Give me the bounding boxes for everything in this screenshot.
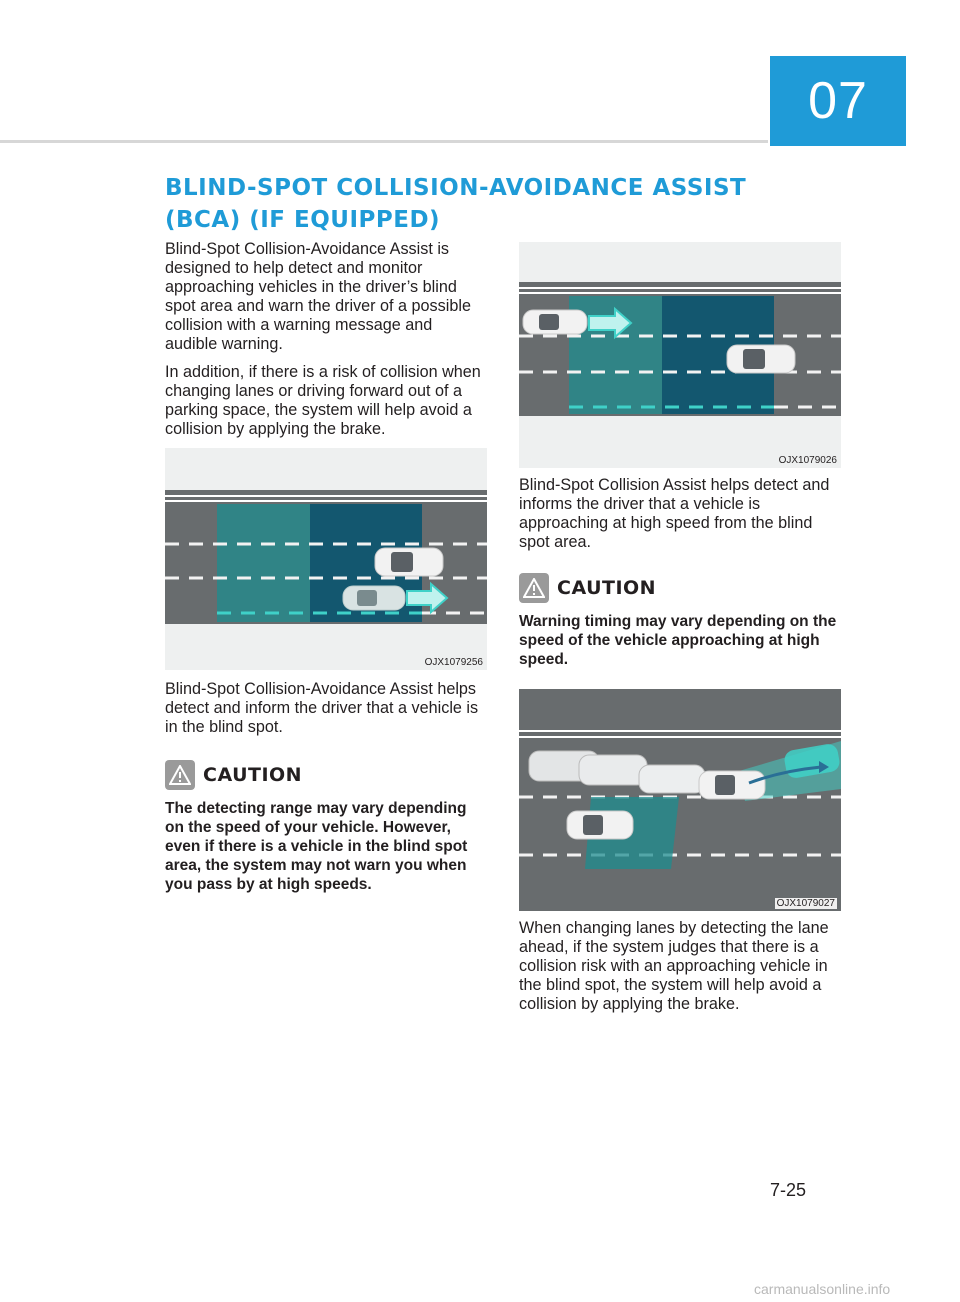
figure-caption: Blind-Spot Collision-Avoidance Assist helps detect and inform the driver that a vehicle is in the blind spot.: [165, 680, 479, 736]
caution-box: [519, 570, 841, 669]
chapter-tab: 07: [770, 56, 906, 146]
brake-paragraph: In addition, if there is a risk of collision when changing lanes or driving forward out of a parking space, the system will help avoid a collision by applying the brake.: [165, 363, 481, 438]
figure-code: OJX1079027: [776, 898, 835, 909]
caution-text: The detecting range may vary depending on the speed of your vehicle. However, even if there is a vehicle in the blind spot area, the system may not warn you when you pass by at high speeds.: [165, 800, 468, 893]
figure-approaching-vehicle: [519, 242, 841, 468]
watermark: carmanualsonline.info: [754, 1281, 891, 1297]
intro-paragraph: Blind-Spot Collision-Avoidance Assist is designed to help detect and monitor approaching vehicles in the driver’s blind spot area and warn the driver of a possible collision with a warning message and audible warning.: [165, 240, 471, 353]
figure-code: OJX1079026: [778, 455, 837, 466]
page-number: 7-25: [770, 1180, 807, 1200]
figure-lane-change: [519, 689, 841, 911]
figure-blind-spot: [165, 448, 487, 670]
blind-spot-illustration: [165, 448, 487, 670]
figure-caption: Blind-Spot Collision Assist helps detect and informs the driver that a vehicle is approaching at high speed from the blind spot area.: [519, 476, 830, 551]
warning-triangle-icon: [165, 760, 195, 790]
approaching-vehicle-illustration: [519, 242, 841, 468]
figure-code: OJX1079256: [424, 657, 483, 668]
warning-triangle-icon: [519, 573, 549, 603]
right-column: [519, 242, 841, 1023]
caution-text: Warning timing may vary depending on the speed of the vehicle approaching at high speed.: [519, 613, 837, 668]
header-rule: [0, 140, 768, 143]
section-title: BLIND-SPOT COLLISION-AVOIDANCE ASSIST (BCA) (IF EQUIPPED): [165, 175, 747, 233]
caution-box: [165, 757, 487, 894]
left-column: [165, 240, 487, 894]
figure-caption: When changing lanes by detecting the lane ahead, if the system judges that there is a collision risk with an approaching vehicle in the blind spot, the system will help avoid a collision by applying the brake.: [519, 919, 829, 1013]
caution-title: CAUTION: [203, 764, 303, 786]
caution-title: CAUTION: [557, 577, 657, 599]
lane-change-illustration: [519, 689, 841, 911]
